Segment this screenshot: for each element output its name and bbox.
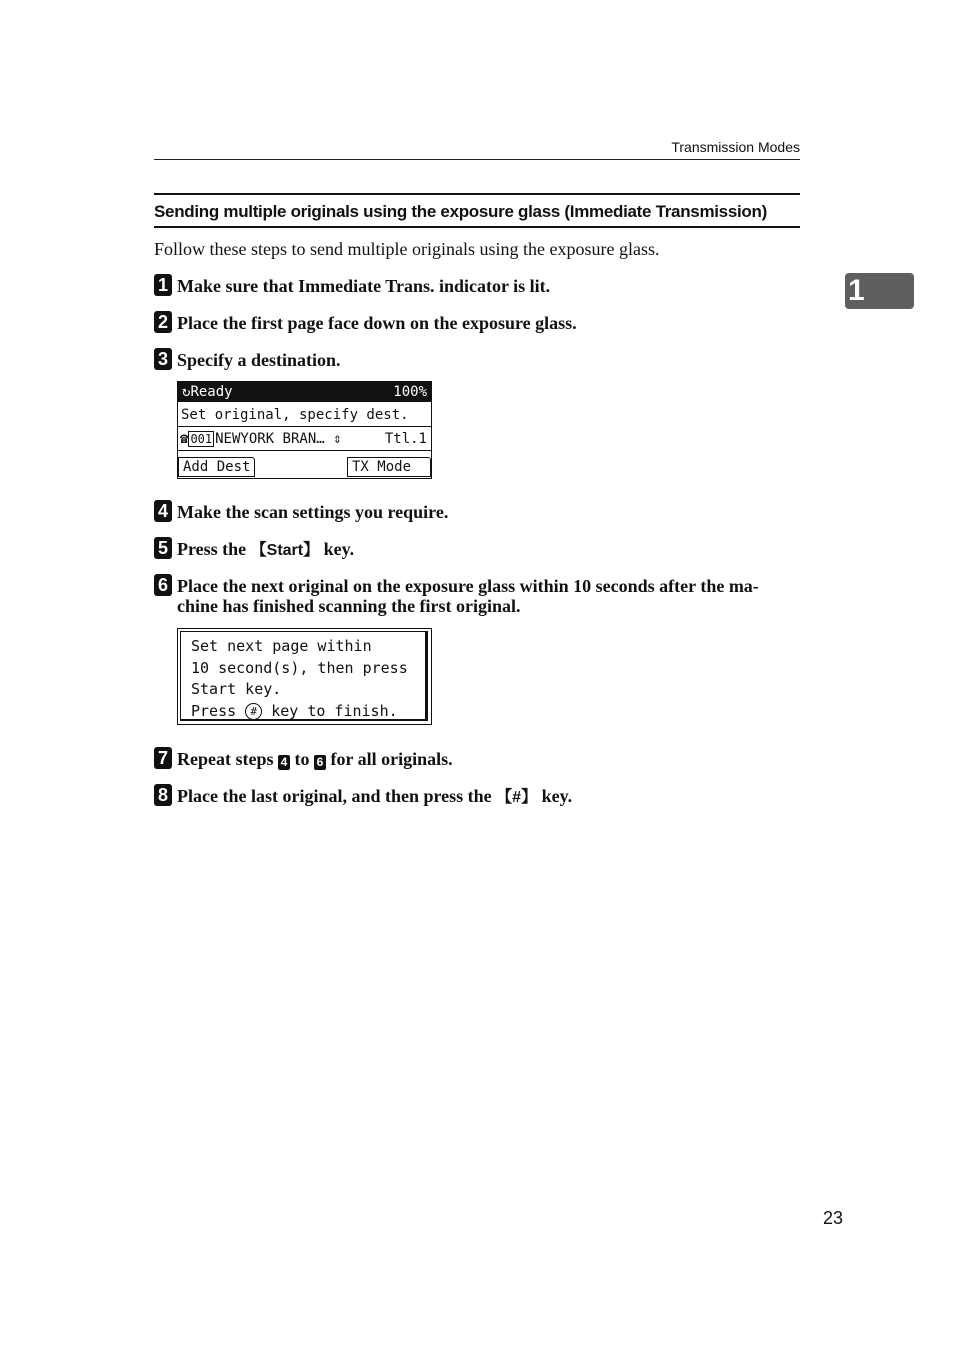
step-number-6: 6: [154, 574, 172, 596]
step-number-8: 8: [154, 784, 172, 806]
step-number-3: 3: [154, 348, 172, 370]
lcd-zoom: 100%: [393, 384, 427, 400]
step-number-4: 4: [154, 500, 172, 522]
lcd-line-4: Press # key to finish.: [191, 701, 398, 720]
lcd-destination-row: [178, 428, 431, 451]
step-7-text: Repeat steps 4 to 6 for all originals.: [177, 749, 453, 769]
step-2-text: Place the first page face down on the exposure glass.: [177, 313, 577, 333]
chapter-tab: 1: [845, 273, 914, 309]
intro-paragraph: Follow these steps to send multiple originals using the exposure glass.: [154, 239, 660, 259]
section-heading: Sending multiple originals using the exposure glass (Immediate Transmission): [154, 193, 800, 228]
lcd-destination: [180, 428, 342, 451]
lcd-dest-number: 001: [190, 432, 213, 446]
start-key-label: 【Start】: [250, 542, 320, 559]
hash-key-icon: #: [245, 703, 262, 720]
lcd-status-text: Ready: [190, 384, 233, 400]
lcd-status-bar: [178, 382, 431, 402]
tx-mode-button[interactable]: TX Mode: [347, 457, 431, 477]
step-3-text: Specify a destination.: [177, 350, 341, 370]
add-dest-button[interactable]: Add Dest: [178, 457, 255, 477]
step-6-text: [177, 576, 800, 616]
step-number-7: 7: [154, 747, 172, 769]
step-number-5: 5: [154, 537, 172, 559]
lcd-total: Ttl.1: [384, 431, 427, 447]
lcd-message-box: [180, 631, 428, 721]
step-5-text: Press the 【Start】 key.: [177, 539, 355, 559]
lcd-line-3: Start key.: [191, 680, 282, 698]
refresh-icon: ↻: [182, 384, 191, 400]
up-down-arrows-icon: ⇕: [333, 431, 342, 447]
hash-key-label: 【#】: [496, 789, 538, 806]
page-number: 23: [823, 1208, 844, 1228]
lcd-status: [182, 382, 233, 402]
lcd-screen-ready: [177, 381, 432, 479]
step-6-line-2: chine has finished scanning the first original.: [177, 596, 521, 616]
step-ref-6: 6: [314, 755, 326, 770]
step-number-2: 2: [154, 311, 172, 333]
running-head: Transmission Modes: [154, 138, 800, 160]
lcd-line-1: Set next page within: [191, 637, 372, 655]
lcd-line-2: 10 second(s), then press: [191, 658, 408, 677]
step-1-text: Make sure that Immediate Trans. indicator is lit.: [177, 276, 551, 296]
phone-icon: ☎: [180, 431, 189, 447]
step-ref-4: 4: [278, 755, 290, 770]
step-number-1: 1: [154, 274, 172, 296]
step-6-line-1: Place the next original on the exposure glass within 10 seconds after the ma-: [177, 576, 759, 596]
lcd-screen-next-page: [177, 628, 432, 725]
step-8-text: Place the last original, and then press the 【#】 key.: [177, 786, 573, 806]
step-4-text: Make the scan settings you require.: [177, 502, 449, 522]
lcd-message: Set original, specify dest.: [178, 403, 431, 427]
lcd-dest-name: NEWYORK BRAN…: [215, 431, 325, 447]
